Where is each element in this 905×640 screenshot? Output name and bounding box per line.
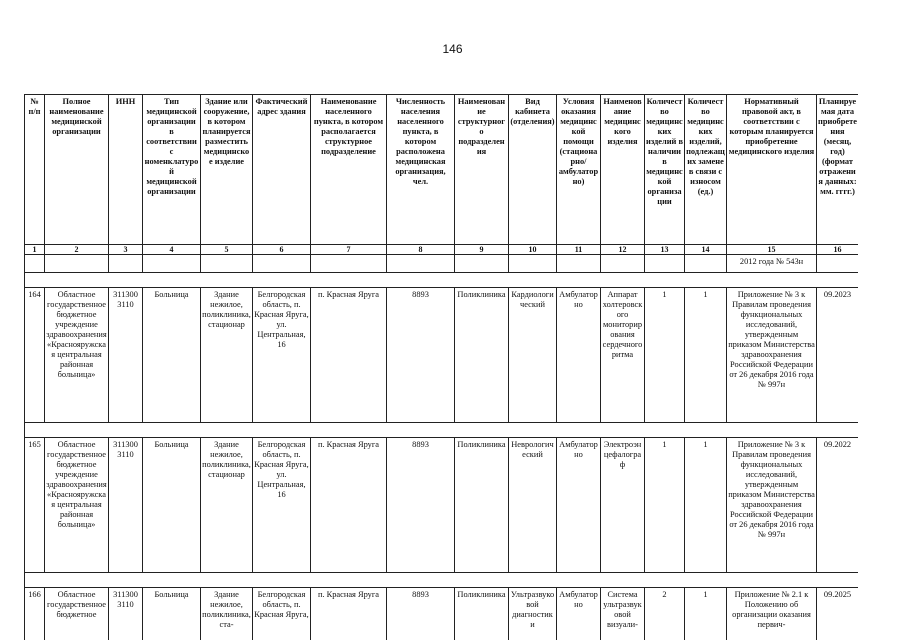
column-number: 15 [727,245,817,255]
row-number: 166 [25,588,45,640]
column-number-row [25,245,859,255]
settlement: п. Красная Яруга [311,288,387,423]
device-count: 1 [645,438,685,573]
purchase-date: 09.2023 [817,288,859,423]
building: Здание нежилое, поликлиника, стационар [201,288,253,423]
empty-cell [557,255,601,273]
table-row [25,288,859,423]
header-cell: Количество медицинских изделий, подлежащих замене в связи с износом (ед.) [685,95,727,245]
purchase-date: 09.2025 [817,588,859,640]
header-cell: Тип медицинской организации в соответствии с номенклатурой медицинской организации [143,95,201,245]
page-number: 146 [442,42,463,56]
empty-cell [311,255,387,273]
column-number: 1 [25,245,45,255]
care-conditions: Амбулаторно [557,588,601,640]
header-cell: № п/п [25,95,45,245]
organization-name: Областное государственное бюджетное учреждение здравоохранения «Краснояружская центральная районная больница» [45,288,109,423]
spacer-row [25,573,859,588]
header-cell: Полное наименование медицинской организации [45,95,109,245]
inn: 311300 3110 [109,438,143,573]
empty-cell [201,255,253,273]
empty-cell [387,255,455,273]
cabinet-type: Кардиологический [509,288,557,423]
department: Поликлиника [455,438,509,573]
header-cell: Численность населения населенного пункта, в котором расположена медицинская организация, чел. [387,95,455,245]
header-cell: Условия оказания медицинской помощи (стационарно/амбулаторно) [557,95,601,245]
replace-count: 1 [685,588,727,640]
replace-count: 1 [685,438,727,573]
row-number: 165 [25,438,45,573]
legal-act: Приложение № 3 к Правилам проведения функциональных исследований, утвержденным приказом Министерства здравоохранения Российской Федерации от 26 декабря 2016 года № 997н [727,288,817,423]
column-number: 2 [45,245,109,255]
spacer-row [25,423,859,438]
legal-act: Приложение № 2.1 к Положению об организации оказания первич- [727,588,817,640]
building: Здание нежилое, поликлиника, ста- [201,588,253,640]
empty-cell [645,255,685,273]
replace-count: 1 [685,288,727,423]
row-number: 164 [25,288,45,423]
column-number: 9 [455,245,509,255]
medical-equipment-table [24,94,858,640]
device-name: Электроэнцефалограф [601,438,645,573]
empty-cell [45,255,109,273]
column-number: 6 [253,245,311,255]
organization-type: Больница [143,588,201,640]
cabinet-type: Неврологический [509,438,557,573]
header-cell: Наименование медицинского изделия [601,95,645,245]
continuation-row [25,255,859,273]
header-cell: Вид кабинета (отделения) [509,95,557,245]
empty-cell [455,255,509,273]
spacer-cell [25,573,859,588]
continuation-text: 2012 года № 543н [727,255,817,273]
column-number: 3 [109,245,143,255]
column-number: 4 [143,245,201,255]
device-name: Аппарат холтеровского мониторирования сердечного ритма [601,288,645,423]
spacer-cell [25,273,859,288]
spacer-cell [25,423,859,438]
cabinet-type: Ультразвуковой диагностики [509,588,557,640]
spacer-row [25,273,859,288]
header-cell: Фактический адрес здания [253,95,311,245]
empty-cell [25,255,45,273]
organization-type: Больница [143,288,201,423]
care-conditions: Амбулаторно [557,288,601,423]
building: Здание нежилое, поликлиника, стационар [201,438,253,573]
column-number: 5 [201,245,253,255]
legal-act: Приложение № 3 к Правилам проведения функциональных исследований, утвержденным приказом Министерства здравоохранения Российской Федерации от 26 декабря 2016 года № 997н [727,438,817,573]
header-cell: Наименование населенного пункта, в котором располагается структурное подразделение [311,95,387,245]
organization-name: Областное государственное бюджетное учреждение здравоохранения «Краснояружская центральная районная больница» [45,438,109,573]
column-number: 10 [509,245,557,255]
column-number: 12 [601,245,645,255]
column-number: 11 [557,245,601,255]
empty-cell [685,255,727,273]
column-number: 14 [685,245,727,255]
purchase-date: 09.2022 [817,438,859,573]
header-cell: Нормативный правовой акт, в соответствии с которым планируется приобретение медицинского изделия [727,95,817,245]
device-count: 2 [645,588,685,640]
empty-cell [509,255,557,273]
column-number: 8 [387,245,455,255]
population: 8893 [387,438,455,573]
settlement: п. Красная Яруга [311,438,387,573]
column-number: 7 [311,245,387,255]
address: Белгородская область, п. Красная Яруга, ул. Центральная, 16 [253,438,311,573]
settlement: п. Красная Яруга [311,588,387,640]
empty-cell [109,255,143,273]
column-number: 13 [645,245,685,255]
empty-cell [143,255,201,273]
header-cell: ИНН [109,95,143,245]
table-row [25,438,859,573]
table-header-row [25,95,859,245]
empty-cell [817,255,859,273]
inn: 311300 3110 [109,288,143,423]
empty-cell [601,255,645,273]
department: Поликлиника [455,288,509,423]
header-cell: Здание или сооружение, в котором планируется разместить медицинское изделие [201,95,253,245]
address: Белгородская область, п. Красная Яруга, ул. Центральная, 16 [253,288,311,423]
device-name: Система ультразвуковой визуали- [601,588,645,640]
population: 8893 [387,588,455,640]
document-table-frame [24,94,858,640]
department: Поликлиника [455,588,509,640]
device-count: 1 [645,288,685,423]
inn: 311300 3110 [109,588,143,640]
address: Белгородская область, п. Красная Яруга, [253,588,311,640]
header-cell: Количество медицинских изделий в наличии в медицинской организации [645,95,685,245]
header-cell: Наименование структурного подразделения [455,95,509,245]
care-conditions: Амбулаторно [557,438,601,573]
organization-type: Больница [143,438,201,573]
header-cell: Планируемая дата приобретения (месяц, год) (формат отражения данных: мм. гггг.) [817,95,859,245]
column-number: 16 [817,245,859,255]
empty-cell [253,255,311,273]
organization-name: Областное государственное бюджетное [45,588,109,640]
table-row [25,588,859,640]
population: 8893 [387,288,455,423]
